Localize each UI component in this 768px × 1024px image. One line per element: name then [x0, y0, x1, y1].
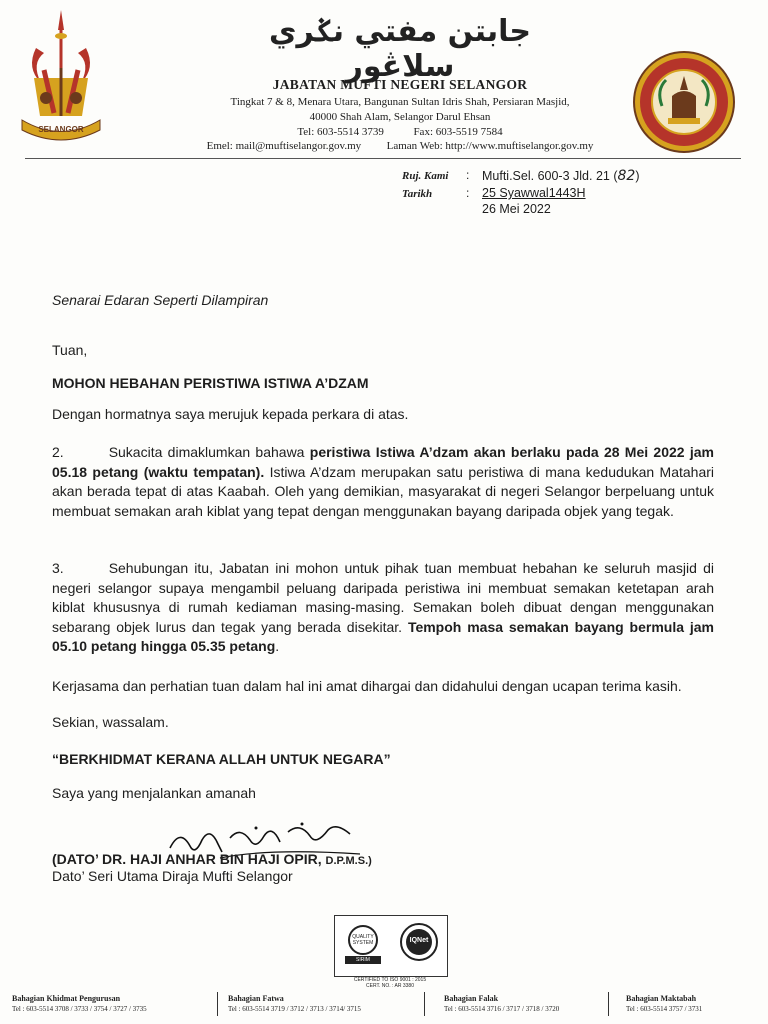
ruj-label: Ruj. Kami	[402, 170, 449, 182]
amanah-line: Saya yang menjalankan amanah	[52, 785, 256, 801]
paragraph-3: 3. Sehubungan itu, Jabatan ini mohon untuk pihak tuan membuat hebahan ke seluruh masjid di negeri selangor supaya mengambil peluang daripada peristiwa ini membuat semakan ketetapan arah kiblat khususnya di rumah kediaman masing-masing. Semakan boleh dibuat dengan menggunakan sebarang objek lurus dan tegak yang berada disekitar. Tempoh masa semakan bayang bermula jam 05.10 petang hingga 05.35 petang.	[52, 560, 715, 655]
closing-wassalam: Sekian, wassalam.	[52, 714, 169, 730]
footer-divider	[424, 992, 425, 1016]
arabic-title: جابتن مفتي نݢري سلاڠور	[268, 14, 532, 84]
header-divider	[25, 158, 741, 159]
ruj-value: Mufti.Sel. 600-3 Jld. 21 (82)	[482, 168, 640, 184]
fax: Fax: 603-5519 7584	[413, 126, 503, 138]
signer-position: Dato’ Seri Utama Diraja Mufti Selangor	[52, 868, 293, 884]
tarikh-hijri: 25 Syawwal1443H	[482, 186, 586, 200]
footer-falak: Bahagian Falak Tel : 603-5514 3716 / 3717 / 3718 / 3720	[444, 994, 560, 1013]
signer-name: (DATO’ DR. HAJI ANHAR BIN HAJI OPIR, D.P.M.S.)	[52, 851, 372, 867]
department-name: JABATAN MUFTI NEGERI SELANGOR	[272, 77, 528, 92]
footer-khidmat-pengurusan: Bahagian Khidmat Pengurusan Tel : 603-5514 3708 / 3733 / 3754 / 3727 / 3735	[12, 994, 147, 1013]
email: Emel: mail@muftiselangor.gov.my	[206, 140, 362, 152]
sirim-quality-system-logo: QUALITY SYSTEM SIRIM	[341, 922, 385, 966]
tarikh-masihi: 26 Mei 2022	[482, 202, 551, 216]
crest-banner-text: SELANGOR	[38, 125, 84, 134]
intro-paragraph: Dengan hormatnya saya merujuk kepada perkara di atas.	[52, 406, 409, 422]
closing-paragraph: Kerjasama dan perhatian tuan dalam hal ini amat dihargai dan didahului dengan ucapan terima kasih.	[52, 678, 682, 694]
motto: “BERKHIDMAT KERANA ALLAH UNTUK NEGARA”	[52, 751, 391, 767]
address-line-2: 40000 Shah Alam, Selangor Darul Ehsan	[309, 111, 491, 123]
address-line-1: Tingkat 7 & 8, Menara Utara, Bangunan Sultan Idris Shah, Persiaran Masjid,	[230, 96, 570, 108]
footer-divider	[217, 992, 218, 1016]
contact-phone-fax	[180, 125, 620, 140]
ruj-colon: :	[466, 168, 470, 182]
tel: Tel: 603-5514 3739	[297, 126, 384, 138]
footer-fatwa: Bahagian Fatwa Tel : 603-5514 3719 / 3712 / 3713 / 3714/ 3715	[228, 994, 361, 1013]
selangor-crest-logo	[16, 8, 106, 148]
contact-email-web	[150, 139, 650, 154]
paragraph-2: 2. Sukacita dimaklumkan bahawa peristiwa Istiwa A’dzam akan berlaku pada 28 Mei 2022 jam 05.18 petang (waktu tempatan). Istiwa A’dzam merupakan satu peristiwa di mana kedudukan Matahari akan berada tepat di atas Kaabah. Oleh yang demikian, masyarakat di negeri Selangor berpeluang untuk membuat semakan arah kiblat yang tepat dengan menggunakan bayang daripada objek yang tegak.	[52, 444, 715, 519]
tarikh-colon: :	[466, 186, 470, 200]
recipient: Senarai Edaran Seperti Dilampiran	[52, 292, 269, 308]
ruj-handwritten-number: 82	[617, 168, 636, 184]
footer-divider	[608, 992, 609, 1016]
website: Laman Web: http://www.muftiselangor.gov.my	[386, 140, 594, 152]
iso-certification-box	[334, 915, 448, 977]
mufti-department-emblem	[632, 50, 736, 154]
certification-text: CERTIFIED TO ISO 9001 : 2015 CERT. NO. : AR 3380	[353, 977, 427, 989]
footer-maktabah: Bahagian Maktabah Tel : 603-5514 3757 / 3731	[626, 994, 703, 1013]
iqnet-logo: IQNet	[399, 922, 439, 962]
tarikh-label: Tarikh	[402, 188, 433, 200]
salutation: Tuan,	[52, 342, 88, 358]
subject: MOHON HEBAHAN PERISTIWA ISTIWA A’DZAM	[52, 375, 369, 391]
